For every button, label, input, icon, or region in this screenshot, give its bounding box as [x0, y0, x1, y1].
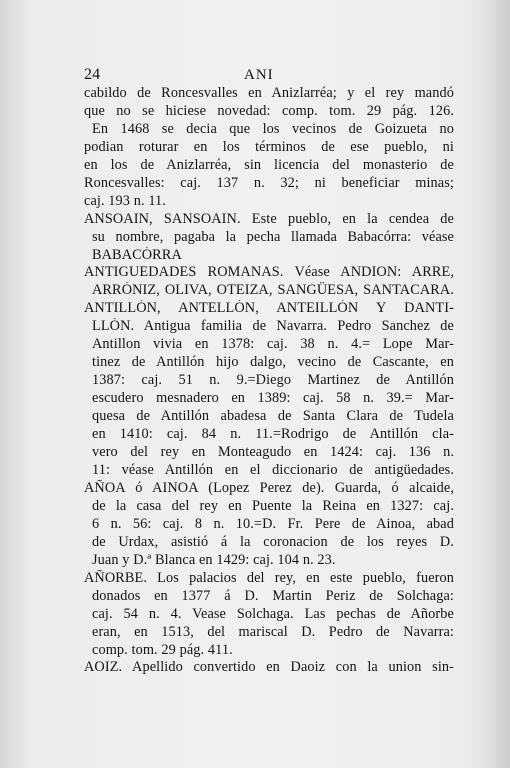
text-line: Juan y D.ª Blanca en 1429: caj. 104 n. 23.	[92, 551, 336, 568]
text-line: eran, en 1513, del mariscal D. Pedro de Navarra:	[92, 623, 454, 640]
text-line: 1387: caj. 51 n. 9.=Diego Martinez de Antillón	[92, 372, 454, 389]
text-line: 11: véase Antillón en el diccionario de antigüedades.	[92, 461, 454, 478]
text-line: en 1410: caj. 84 n. 11.=Rodrigo de Antillón cla-	[92, 426, 454, 443]
text-line: su nombre, pagaba la pecha llamada Babacórra: véase	[92, 228, 454, 245]
text-line: AÑORBE. Los palacios del rey, en este pueblo, fueron	[84, 569, 454, 586]
text-line: escudero mesnadero en 1389: caj. 58 n. 39.= Mar-	[92, 390, 454, 407]
page-edge-shadow	[482, 0, 510, 768]
text-line: ARRÓNIZ, OLIVA, OTEIZA, SANGÜESA, SANTACARA.	[92, 282, 454, 299]
text-line: de Urdax, asistió á la coronacion de los reyes D.	[92, 533, 454, 550]
text-line: comp. tom. 29 pág. 411.	[92, 641, 233, 658]
text-line: en los de Anizlarréa, sin licencia del monasterio de	[84, 156, 454, 173]
text-line: AÑOA ó AINOA (Lopez Perez de). Guarda, ó alcaide,	[84, 479, 454, 496]
text-line: ANTIGUEDADES ROMANAS. Véase ANDION: ARRE,	[84, 264, 454, 281]
text-line: Roncesvalles: caj. 137 n. 32; ni beneficiar minas;	[84, 174, 454, 191]
text-line: En 1468 se decia que los vecinos de Goizueta no	[92, 120, 454, 137]
text-line: LLÓN. Antigua familia de Navarra. Pedro Sanchez de	[92, 318, 454, 335]
text-line: quesa de Antillón abadesa de Santa Clara de Tudela	[92, 408, 454, 425]
text-line: AOIZ. Apellido convertido en Daoiz con la union sin-	[84, 659, 454, 676]
text-line: de la casa del rey en Puente la Reina en 1327: caj.	[92, 497, 454, 514]
text-line: ANTILLÓN, ANTELLÓN, ANTEILLÓN Y DANTI-	[84, 300, 454, 317]
text-line: tinez de Antillón hijo dalgo, vecino de Cascante, en	[92, 354, 454, 371]
text-line: vero del rey en Monteagudo en 1424: caj. 136 n.	[92, 444, 454, 461]
text-line: donados en 1377 á D. Martin Periz de Solchaga:	[92, 587, 454, 604]
text-line: 6 n. 56: caj. 8 n. 10.=D. Fr. Pere de Ainoa, abad	[92, 515, 454, 532]
text-line: Antillon vivia en 1378: caj. 38 n. 4.= Lope Mar-	[92, 336, 454, 353]
text-line: ANSOAIN, SANSOAIN. Este pueblo, en la cendea de	[84, 210, 454, 227]
text-line: podian roturar en los términos de ese pueblo, ni	[84, 138, 454, 155]
running-head: ANI	[244, 67, 274, 83]
page-header	[84, 66, 454, 85]
text-line: caj. 54 n. 4. Vease Solchaga. Las pechas de Añorbe	[92, 605, 454, 622]
text-lines	[84, 85, 454, 677]
text-line: caj. 193 n. 11.	[84, 192, 166, 209]
page-number: 24	[84, 66, 101, 83]
text-line: que no se hiciese novedad: comp. tom. 29 pág. 126.	[84, 102, 454, 119]
page-text-block	[84, 66, 454, 677]
text-line: cabildo de Roncesvalles en Anizlarréa; y el rey mandó	[84, 84, 454, 101]
text-line: BABACÓRRA	[92, 246, 182, 263]
